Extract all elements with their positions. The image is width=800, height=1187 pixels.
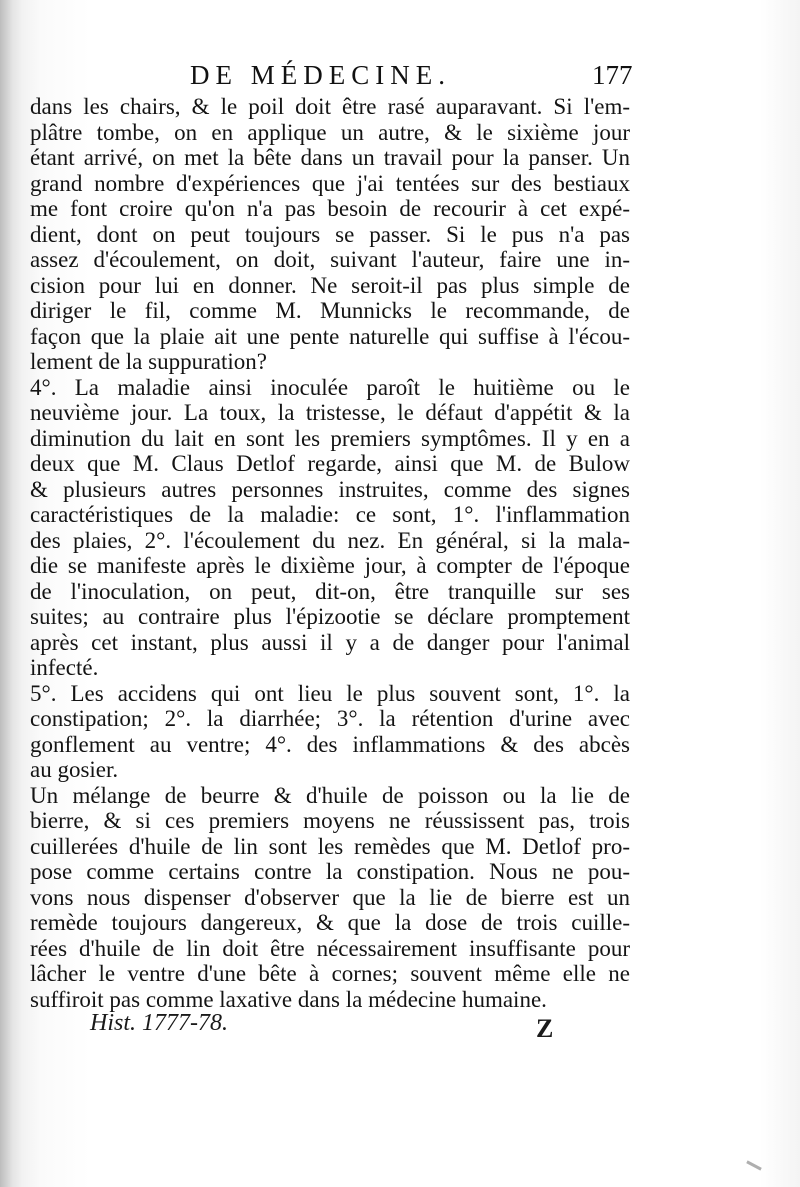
text-line: pose comme certains contre la constipation. Nous ne pou- [30,859,630,884]
text-line: étant arrivé, on met la bête dans un travail pour la panser. Un [30,145,630,170]
text-line: cision pour lui en donner. Ne seroit-il pas plus simple de [30,272,630,298]
text-line: neuvième jour. La toux, la tristesse, le défaut d'appétit & la [30,400,630,425]
paper-blemish [746,1160,762,1170]
text-line: caractéristiques de la maladie: ce sont, 1°. l'inflammation [30,502,630,527]
text-line: façon que la plaie ait une pente naturelle qui suffise à l'écou- [30,323,630,349]
text-line: Un mélange de beurre & d'huile de poisson ou la lie de [30,782,630,808]
text-line: vons nous dispenser d'observer que la lie de bierre est un [30,884,630,910]
text-line: 4°. La maladie ainsi inoculée paroît le huitième ou le [30,374,630,400]
text-line: suffiroit pas comme laxative dans la médecine humaine. [30,986,547,1012]
text-line: remède toujours dangereux, & que la dose de trois cuille- [30,910,630,935]
text-line: plâtre tombe, on en applique un autre, & le sixième jour [30,119,630,145]
text-line: au gosier. [30,757,119,782]
text-line: & plusieurs autres personnes instruites, comme des signes [30,476,630,502]
text-line: rées d'huile de lin doit être nécessairement insuffisante pour [30,935,630,961]
text-line: constipation; 2°. la diarrhée; 3°. la rétention d'urine avec [30,706,630,731]
text-line: diminution du lait en sont les premiers symptômes. Il y en a [30,425,630,451]
signature-mark: Hist. 1777-78. [90,1010,228,1036]
text-line: gonflement au ventre; 4°. des inflammations & des abcès [30,731,630,757]
text-line: me font croire qu'on n'a pas besoin de recourir à cet expé- [30,196,630,221]
body-text [30,94,630,1012]
text-line: lement de la suppuration? [30,349,267,374]
text-line: die se manifeste après le dixième jour, à compter de l'époque [30,553,630,578]
text-line: de l'inoculation, on peut, dit-on, être tranquille sur ses [30,578,630,604]
text-line: assez d'écoulement, on doit, suivant l'auteur, faire une in- [30,247,630,272]
text-line: diriger le fil, comme M. Munnicks le recommande, de [30,298,630,323]
text-line: infecté. [30,655,99,680]
text-line: après cet instant, plus aussi il y a de danger pour l'animal [30,629,630,655]
page-spine-shadow [0,0,22,1187]
text-line: dans les chairs, & le poil doit être rasé auparavant. Si l'em- [30,94,630,119]
gathering-letter: Z [536,1014,554,1043]
page-footer [30,1010,630,1044]
page-header [30,60,633,94]
text-line: grand nombre d'expériences que j'ai tentées sur des bestiaux [30,170,630,196]
text-line: suites; au contraire plus l'épizootie se déclare promptement [30,604,630,629]
page-number: 177 [592,60,633,90]
text-line: bierre, & si ces premiers moyens ne réussissent pas, trois [30,808,630,833]
text-line: des plaies, 2°. l'écoulement du nez. En général, si la mala- [30,527,630,553]
text-line: dient, dont on peut toujours se passer. Si le pus n'a pas [30,221,630,247]
text-line: lâcher le ventre d'une bête à cornes; souvent même elle ne [30,961,630,986]
text-line: deux que M. Claus Detlof regarde, ainsi que M. de Bulow [30,451,630,476]
text-line: cuillerées d'huile de lin sont les remèdes que M. Detlof pro- [30,833,630,859]
text-line: 5°. Les accidens qui ont lieu le plus souvent sont, 1°. la [30,680,630,706]
running-title: DE MÉDECINE. [190,60,451,90]
